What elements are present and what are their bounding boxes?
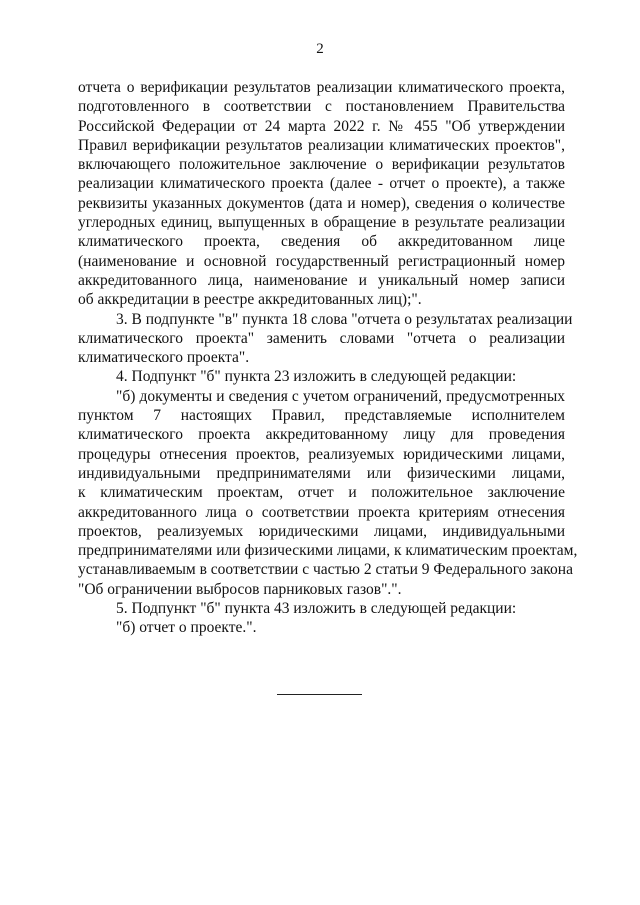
text-line: климатического проекта аккредитованному лицу для проведения bbox=[78, 426, 565, 444]
text-line: 4. Подпункт "б" пункта 23 изложить в следующей редакции: bbox=[116, 368, 517, 386]
text-line: "б) отчет о проекте.". bbox=[116, 619, 257, 637]
text-line: реализации климатического проекта (далее - отчет о проекте), а также bbox=[78, 175, 565, 193]
document-body bbox=[78, 78, 578, 638]
text-line: аккредитованного лица, наименование и уникальный номер записи bbox=[78, 271, 565, 289]
text-line: реквизиты указанных документов (дата и номер), сведения о количестве bbox=[78, 194, 565, 212]
text-line: климатического проекта". bbox=[78, 349, 250, 367]
text-line: устанавливаемым в соответствии с частью 2 статьи 9 Федерального закона bbox=[78, 561, 573, 579]
text-line: предпринимателями или физическими лицами, к климатическим проектам, bbox=[78, 542, 578, 560]
text-line: климатического проекта, сведения об аккредитованном лице bbox=[78, 233, 565, 251]
paragraph-item-3 bbox=[78, 310, 573, 368]
text-line: "б) документы и сведения с учетом ограничений, предусмотренных bbox=[116, 387, 565, 405]
text-line: "Об ограничении выбросов парниковых газов".". bbox=[78, 580, 402, 598]
text-line: 5. Подпункт "б" пункта 43 изложить в следующей редакции: bbox=[116, 600, 517, 618]
text-line: об аккредитации в реестре аккредитованных лиц);". bbox=[78, 291, 422, 309]
end-separator-line bbox=[277, 694, 362, 695]
text-line: климатического проекта" заменить словами "отчета о реализации bbox=[78, 329, 565, 347]
text-line: включающего положительное заключение о верификации результатов bbox=[78, 156, 565, 174]
text-line: пунктом 7 настоящих Правил, представляемые исполнителем bbox=[78, 407, 565, 425]
text-line: подготовленного в соответствии с постановлением Правительства bbox=[78, 98, 565, 116]
text-line: 3. В подпункте "в" пункта 18 слова "отчета о результатах реализации bbox=[116, 310, 573, 328]
paragraph-item-5 bbox=[78, 599, 565, 618]
paragraph-subitem-b-documents bbox=[78, 387, 578, 599]
text-line: отчета о верификации результатов реализации климатического проекта, bbox=[78, 79, 565, 96]
text-line: Российской Федерации от 24 марта 2022 г. № 455 "Об утверждении bbox=[78, 117, 565, 135]
text-line: (наименование и основной государственный регистрационный номер bbox=[78, 252, 565, 270]
text-line: процедуры отнесения проектов, реализуемых юридическими лицами, bbox=[78, 445, 565, 463]
text-line: к климатическим проектам, отчет и положительное заключение bbox=[78, 484, 565, 502]
paragraph-subitem-b-report bbox=[78, 618, 565, 637]
text-line: Правил верификации результатов реализации климатических проектов", bbox=[78, 136, 565, 154]
paragraph-item-4 bbox=[78, 367, 565, 386]
text-line: аккредитованного лица о соответствии проекта критериям отнесения bbox=[78, 503, 565, 521]
text-line: индивидуальными предпринимателями или физическими лицами, bbox=[78, 464, 565, 482]
text-line: углеродных единиц, выпущенных в обращение в результате реализации bbox=[78, 214, 565, 232]
page-number: 2 bbox=[316, 41, 324, 57]
paragraph-1 bbox=[78, 78, 565, 310]
text-line: проектов, реализуемых юридическими лицами, индивидуальными bbox=[78, 522, 565, 540]
